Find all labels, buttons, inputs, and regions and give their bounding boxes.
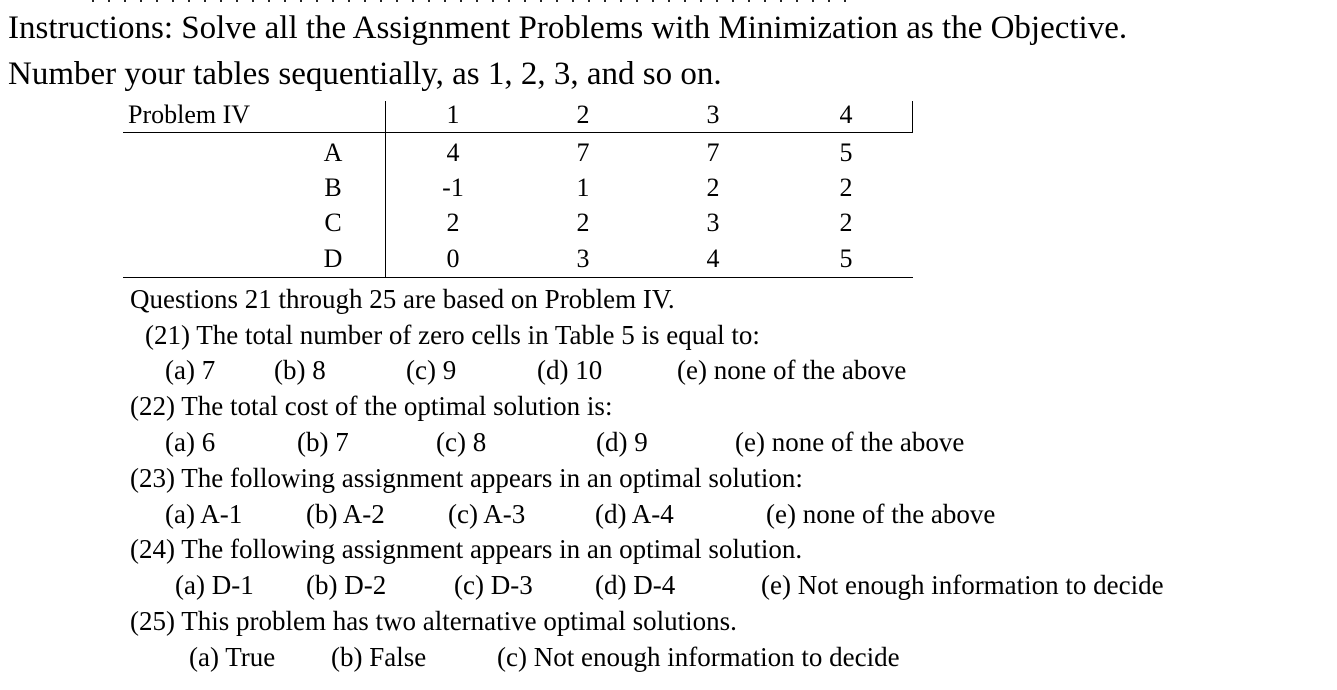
table-cell: 0 <box>446 244 460 273</box>
table-row <box>123 135 913 170</box>
table-cell: -1 <box>442 173 464 202</box>
table-cell: 2 <box>839 173 853 202</box>
table-cell: 5 <box>839 244 853 273</box>
q24-option-b: (b) D-2 <box>306 570 387 600</box>
questions-intro: Questions 21 through 25 are based on Problem IV. <box>130 284 675 314</box>
table-cell: 3 <box>706 208 720 237</box>
q25-option-c: (c) Not enough information to decide <box>497 642 900 672</box>
row-label: C <box>324 208 342 237</box>
instructions-line: Instructions: Solve all the Assignment Problems with Minimization as the Objective. <box>8 10 1128 46</box>
q22-option-b: (b) 7 <box>297 427 349 457</box>
table-cell: 2 <box>839 208 853 237</box>
problem-table <box>123 101 913 278</box>
question-25: (25) This problem has two alternative optimal solutions. <box>130 606 737 636</box>
q22-option-c: (c) 8 <box>436 427 487 457</box>
question-22: (22) The total cost of the optimal solution is: <box>130 391 613 421</box>
row-label: B <box>324 173 342 202</box>
table-header-row <box>123 97 913 132</box>
table-row <box>123 241 913 276</box>
q24-option-d: (d) D-4 <box>595 570 676 600</box>
row-label: D <box>323 244 343 273</box>
table-row <box>123 205 913 240</box>
clipped-text-fragment <box>92 0 852 2</box>
table-row <box>123 170 913 205</box>
q21-option-a: (a) 7 <box>165 355 216 385</box>
table-cell: 4 <box>446 138 460 167</box>
q21-option-e: (e) none of the above <box>677 355 907 385</box>
q21-option-c: (c) 9 <box>406 355 457 385</box>
table-header-rule <box>123 132 913 133</box>
column-header: 3 <box>706 100 720 129</box>
table-cell: 3 <box>576 244 590 273</box>
table-cell: 7 <box>706 138 720 167</box>
table-title: Problem IV <box>128 100 251 129</box>
table-cell: 4 <box>706 244 720 273</box>
q24-option-e: (e) Not enough information to decide <box>761 570 1164 600</box>
q22-option-d: (d) 9 <box>596 427 648 457</box>
q22-option-e: (e) none of the above <box>735 427 965 457</box>
table-cell: 2 <box>576 208 590 237</box>
table-cell: 7 <box>576 138 590 167</box>
table-cell: 5 <box>839 138 853 167</box>
table-bottom-rule <box>123 277 913 278</box>
question-24: (24) The following assignment appears in an optimal solution. <box>130 534 803 564</box>
numbering-line: Number your tables sequentially, as 1, 2, 3, and so on. <box>8 56 722 92</box>
q25-option-a: (a) True <box>189 642 276 672</box>
q21-option-b: (b) 8 <box>274 355 326 385</box>
q23-option-e: (e) none of the above <box>766 499 996 529</box>
q25-option-b: (b) False <box>331 642 427 672</box>
q23-option-c: (c) A-3 <box>448 499 526 529</box>
q23-option-b: (b) A-2 <box>306 499 385 529</box>
q23-option-d: (d) A-4 <box>595 499 674 529</box>
table-cell: 1 <box>576 173 590 202</box>
column-header: 1 <box>446 100 460 129</box>
question-23: (23) The following assignment appears in an optimal solution: <box>130 463 803 493</box>
q24-option-a: (a) D-1 <box>175 570 254 600</box>
table-cell: 2 <box>446 208 460 237</box>
q21-option-d: (d) 10 <box>537 355 603 385</box>
column-header: 4 <box>839 100 853 129</box>
q22-option-a: (a) 6 <box>165 427 216 457</box>
q23-option-a: (a) A-1 <box>165 499 243 529</box>
clipped-text-remnant <box>0 0 1337 8</box>
column-header: 2 <box>576 100 590 129</box>
row-label: A <box>323 138 343 167</box>
question-21: (21) The total number of zero cells in Table 5 is equal to: <box>145 320 760 350</box>
table-cell: 2 <box>706 173 720 202</box>
q24-option-c: (c) D-3 <box>454 570 533 600</box>
